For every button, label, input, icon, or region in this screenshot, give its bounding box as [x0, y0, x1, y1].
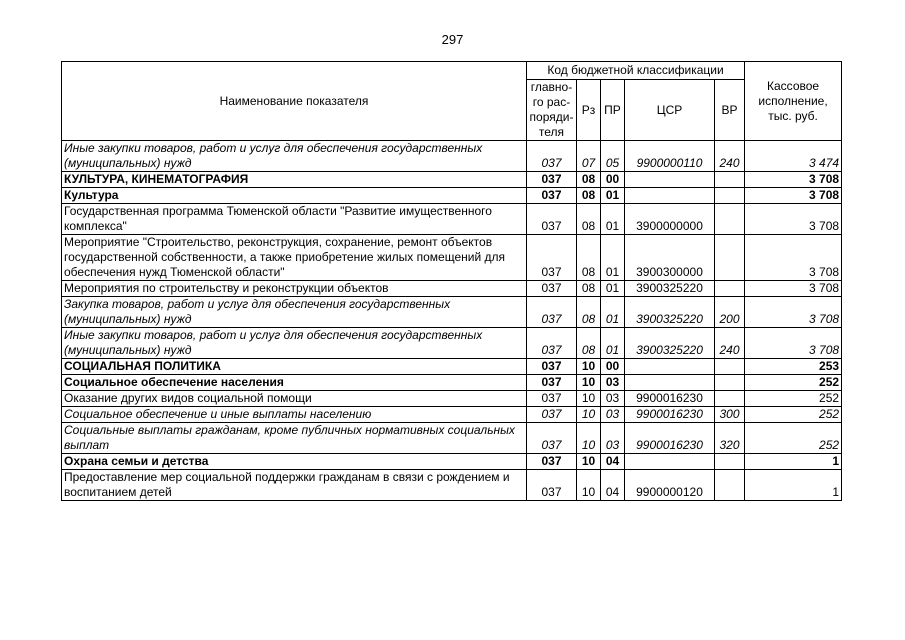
- row-amount: 3 708: [745, 281, 842, 297]
- row-amount: 3 708: [745, 204, 842, 235]
- row-rz: 10: [577, 470, 601, 501]
- row-name: Предоставление мер социальной поддержки гражданам в связи с рождением и воспитанием детей: [62, 470, 527, 501]
- row-vr: [715, 359, 745, 375]
- row-vr: [715, 375, 745, 391]
- row-pr: 03: [601, 375, 625, 391]
- row-pr: 04: [601, 470, 625, 501]
- header-gr-line: го рас-: [532, 95, 571, 109]
- table-row: [62, 297, 842, 328]
- row-csr: 9900000120: [625, 470, 715, 501]
- row-gr: 037: [527, 172, 577, 188]
- row-gr: 037: [527, 204, 577, 235]
- row-name: Иные закупки товаров, работ и услуг для обеспечения государственных (муниципальных) нужд: [62, 328, 527, 359]
- row-name: Социальное обеспечение населения: [62, 375, 527, 391]
- row-rz: 10: [577, 375, 601, 391]
- row-vr: [715, 281, 745, 297]
- table-row: [62, 391, 842, 407]
- row-rz: 10: [577, 391, 601, 407]
- row-pr: 03: [601, 407, 625, 423]
- row-name: Социальное обеспечение и иные выплаты населению: [62, 407, 527, 423]
- budget-table: [61, 61, 842, 501]
- table-body: [62, 141, 842, 501]
- header-gr-line: теля: [538, 125, 565, 139]
- row-gr: 037: [527, 328, 577, 359]
- row-gr: 037: [527, 235, 577, 281]
- row-amount: 252: [745, 391, 842, 407]
- row-vr: [715, 204, 745, 235]
- row-pr: 05: [601, 141, 625, 172]
- row-name: Социальные выплаты гражданам, кроме публичных нормативных социальных выплат: [62, 423, 527, 454]
- row-rz: 08: [577, 328, 601, 359]
- row-rz: 08: [577, 297, 601, 328]
- row-csr: [625, 188, 715, 204]
- row-amount: 3 708: [745, 172, 842, 188]
- row-amount: 3 474: [745, 141, 842, 172]
- table-row: [62, 141, 842, 172]
- row-csr: 3900000000: [625, 204, 715, 235]
- row-vr: [715, 454, 745, 470]
- row-name: Закупка товаров, работ и услуг для обеспечения государственных (муниципальных) нужд: [62, 297, 527, 328]
- row-gr: 037: [527, 359, 577, 375]
- header-gr: [527, 80, 577, 141]
- page-number: 297: [441, 32, 464, 47]
- row-pr: 01: [601, 281, 625, 297]
- row-name: Охрана семьи и детства: [62, 454, 527, 470]
- row-amount: 3 708: [745, 188, 842, 204]
- row-amount: 1: [745, 470, 842, 501]
- row-name: Государственная программа Тюменской области "Развитие имущественного комплекса": [62, 204, 527, 235]
- row-csr: 9900016230: [625, 407, 715, 423]
- row-amount: 252: [745, 423, 842, 454]
- row-gr: 037: [527, 423, 577, 454]
- header-vr: ВР: [715, 80, 745, 141]
- row-csr: [625, 375, 715, 391]
- header-amount-line: тыс. руб.: [768, 108, 818, 123]
- row-rz: 10: [577, 454, 601, 470]
- table-header: [62, 62, 842, 141]
- row-vr: [715, 391, 745, 407]
- row-rz: 08: [577, 172, 601, 188]
- row-csr: 3900300000: [625, 235, 715, 281]
- row-pr: 01: [601, 297, 625, 328]
- row-gr: 037: [527, 407, 577, 423]
- header-gr-line: главно-: [530, 80, 573, 94]
- table-row: [62, 359, 842, 375]
- header-gr-line: поряди-: [529, 110, 574, 124]
- row-name: Мероприятие "Строительство, реконструкция, сохранение, ремонт объектов государственной собственности, а также приобретение жилых помещений для обеспечения нужд Тюменской области": [62, 235, 527, 281]
- row-amount: 252: [745, 375, 842, 391]
- table-row: [62, 281, 842, 297]
- row-csr: [625, 172, 715, 188]
- row-rz: 10: [577, 407, 601, 423]
- row-pr: 01: [601, 188, 625, 204]
- row-name: Оказание других видов социальной помощи: [62, 391, 527, 407]
- row-pr: 04: [601, 454, 625, 470]
- table-row: [62, 188, 842, 204]
- row-csr: 9900000110: [625, 141, 715, 172]
- header-rz: Рз: [577, 80, 601, 141]
- row-pr: 01: [601, 235, 625, 281]
- table-row: [62, 204, 842, 235]
- row-pr: 00: [601, 172, 625, 188]
- row-name: СОЦИАЛЬНАЯ ПОЛИТИКА: [62, 359, 527, 375]
- row-gr: 037: [527, 375, 577, 391]
- row-csr: 3900325220: [625, 297, 715, 328]
- table-row: [62, 470, 842, 501]
- row-rz: 08: [577, 235, 601, 281]
- header-code-group: Код бюджетной классификации: [527, 62, 745, 80]
- row-csr: 3900325220: [625, 328, 715, 359]
- row-pr: 03: [601, 391, 625, 407]
- table-row: [62, 235, 842, 281]
- table-row: [62, 375, 842, 391]
- row-rz: 08: [577, 281, 601, 297]
- row-amount: 252: [745, 407, 842, 423]
- header-amount-line: исполнение,: [758, 93, 828, 108]
- row-gr: 037: [527, 281, 577, 297]
- table-row: [62, 423, 842, 454]
- row-vr: [715, 470, 745, 501]
- row-gr: 037: [527, 141, 577, 172]
- row-amount: 3 708: [745, 235, 842, 281]
- row-vr: 240: [715, 328, 745, 359]
- row-vr: [715, 172, 745, 188]
- row-pr: 00: [601, 359, 625, 375]
- header-csr: ЦСР: [625, 80, 715, 141]
- row-csr: [625, 454, 715, 470]
- row-gr: 037: [527, 454, 577, 470]
- row-pr: 03: [601, 423, 625, 454]
- row-name: КУЛЬТУРА, КИНЕМАТОГРАФИЯ: [62, 172, 527, 188]
- header-amount: [745, 62, 842, 141]
- table-row: [62, 407, 842, 423]
- row-rz: 08: [577, 204, 601, 235]
- header-amount-line: Кассовое: [767, 78, 820, 93]
- header-pr: ПР: [601, 80, 625, 141]
- row-gr: 037: [527, 470, 577, 501]
- row-name: Иные закупки товаров, работ и услуг для обеспечения государственных (муниципальных) нужд: [62, 141, 527, 172]
- row-amount: 3 708: [745, 328, 842, 359]
- row-gr: 037: [527, 188, 577, 204]
- row-gr: 037: [527, 297, 577, 328]
- row-csr: [625, 359, 715, 375]
- table-row: [62, 328, 842, 359]
- row-csr: 9900016230: [625, 391, 715, 407]
- row-name: Культура: [62, 188, 527, 204]
- row-gr: 037: [527, 391, 577, 407]
- row-rz: 07: [577, 141, 601, 172]
- row-vr: 300: [715, 407, 745, 423]
- row-vr: 320: [715, 423, 745, 454]
- row-vr: [715, 188, 745, 204]
- row-vr: [715, 235, 745, 281]
- table-row: [62, 172, 842, 188]
- row-amount: 253: [745, 359, 842, 375]
- header-name: Наименование показателя: [62, 62, 527, 141]
- row-csr: 9900016230: [625, 423, 715, 454]
- row-pr: 01: [601, 204, 625, 235]
- row-amount: 1: [745, 454, 842, 470]
- row-name: Мероприятия по строительству и реконструкции объектов: [62, 281, 527, 297]
- row-vr: 200: [715, 297, 745, 328]
- row-rz: 08: [577, 188, 601, 204]
- row-csr: 3900325220: [625, 281, 715, 297]
- table-row: [62, 454, 842, 470]
- row-rz: 10: [577, 359, 601, 375]
- row-amount: 3 708: [745, 297, 842, 328]
- row-rz: 10: [577, 423, 601, 454]
- row-vr: 240: [715, 141, 745, 172]
- row-pr: 01: [601, 328, 625, 359]
